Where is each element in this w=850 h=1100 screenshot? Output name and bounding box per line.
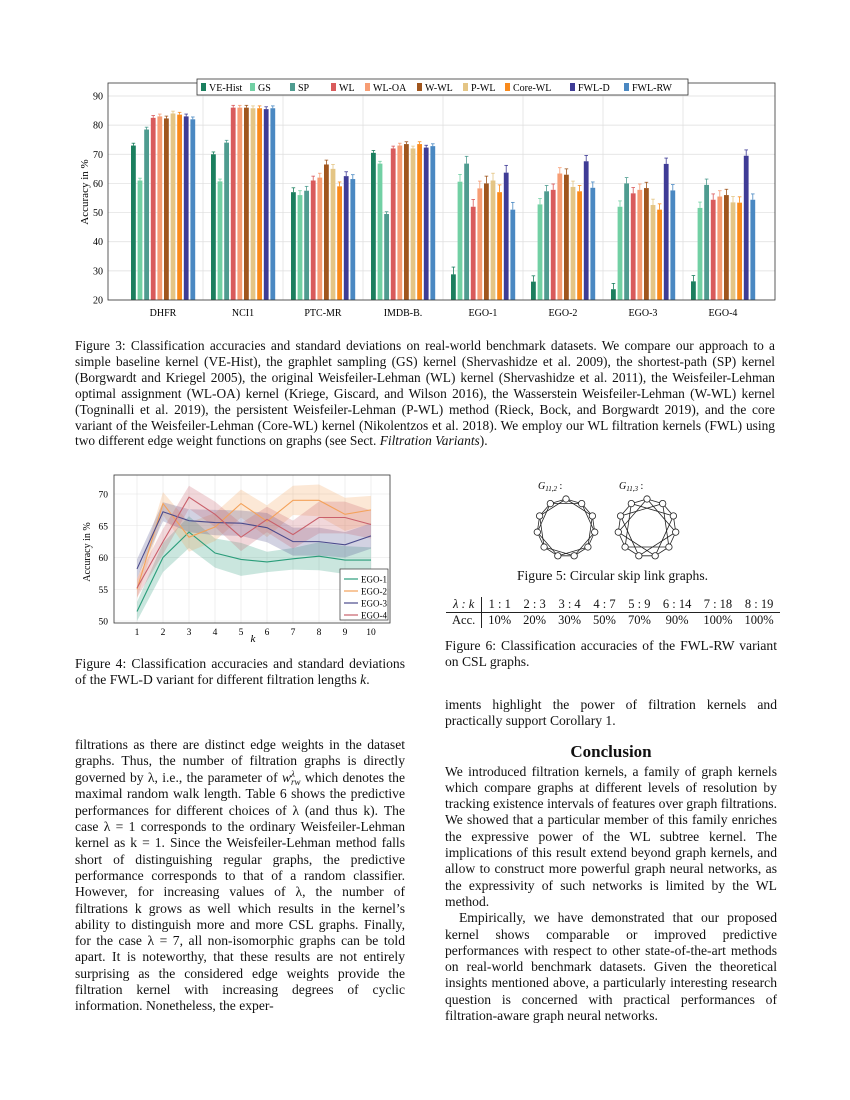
bar-gs	[538, 204, 543, 300]
x-tick-label: 2	[160, 628, 166, 638]
graph-node	[592, 529, 598, 535]
bar-core-wl	[497, 192, 502, 300]
bar-gs	[378, 164, 383, 300]
bar-wl	[631, 193, 636, 300]
bar-fwl-d	[744, 156, 749, 300]
bar-w-wl	[324, 164, 329, 300]
table-cell-ratio: 2 : 3	[523, 597, 546, 611]
bar-sp	[624, 183, 629, 300]
bar-wl-oa	[157, 116, 162, 300]
legend-swatch	[417, 83, 422, 91]
bar-wl-oa	[557, 174, 562, 300]
bar-core-wl	[577, 191, 582, 300]
legend-label: EGO-3	[361, 598, 387, 609]
graph-label: $G_{11,2}$ :	[538, 481, 563, 493]
bar-fwl-d	[344, 176, 349, 300]
bar-gs	[218, 181, 223, 300]
bar-ve-hist	[371, 153, 376, 300]
y-tick-label: 55	[98, 585, 108, 596]
bar-gs	[698, 208, 703, 300]
bar-fwl-rw	[270, 108, 275, 300]
graph-node	[670, 513, 676, 519]
graph-node	[555, 553, 561, 559]
bar-fwl-d	[184, 116, 189, 300]
x-tick-label: 5	[238, 628, 244, 638]
x-tick-label: 4	[212, 628, 218, 638]
table-cell-accuracy: 30%	[558, 613, 582, 627]
x-tick-label: 1	[134, 628, 140, 638]
bar-w-wl	[164, 118, 169, 300]
legend-swatch	[365, 83, 370, 91]
bar-wl	[151, 118, 156, 300]
table-cell-accuracy: 90%	[665, 613, 689, 627]
bar-wl	[391, 148, 396, 300]
figure-3-caption	[75, 338, 775, 449]
y-tick-label: 80	[93, 120, 103, 132]
bar-wl-oa	[717, 197, 722, 300]
x-axis-label: k	[250, 633, 256, 645]
legend-swatch	[570, 83, 575, 91]
graph-node	[666, 544, 672, 550]
bar-wl	[311, 181, 316, 300]
figure-3-bar-chart	[0, 0, 850, 330]
table-cell-accuracy: 50%	[593, 613, 616, 627]
graph-edge	[574, 532, 595, 556]
graph-node	[534, 529, 540, 535]
csl-graph	[534, 481, 598, 559]
bar-fwl-d	[264, 109, 269, 300]
y-tick-label: 20	[93, 295, 103, 307]
bar-core-wl	[337, 186, 342, 300]
bar-wl	[711, 200, 716, 300]
legend-label: W-WL	[425, 83, 453, 94]
figure-6-caption: Figure 6: Classification accuracies of the FWL-RW variant on CSL graphs.	[445, 638, 777, 670]
caption-end: ).	[479, 433, 488, 449]
x-tick-label: NCI1	[231, 308, 255, 319]
legend-swatch	[624, 83, 629, 91]
bar-fwl-rw	[350, 179, 355, 300]
graph-node	[628, 500, 634, 506]
bar-sp	[384, 214, 389, 300]
table-cell-ratio: 5 : 9	[628, 597, 651, 611]
section-heading-conclusion: Conclusion	[570, 741, 652, 761]
bar-core-wl	[417, 144, 422, 300]
bar-fwl-rw	[670, 190, 675, 300]
paragraph-text: filtrations as there are distinct edge weights in the dataset graphs. Thus, the number of filtration graphs is directly governed by λ, i.e., the parameter of	[75, 737, 405, 785]
graph-edge	[537, 532, 558, 556]
bar-wl-oa	[237, 108, 242, 300]
bar-sp	[544, 191, 549, 300]
legend-label: FWL-D	[578, 83, 610, 94]
legend-label: EGO-2	[361, 586, 387, 597]
graph-node	[659, 500, 665, 506]
bar-core-wl	[657, 210, 662, 300]
figure-4-line-chart	[0, 460, 420, 660]
bar-fwl-d	[504, 173, 509, 300]
bar-wl	[551, 190, 556, 300]
legend-label: GS	[258, 83, 271, 94]
bar-sp	[704, 185, 709, 300]
bar-sp	[304, 191, 309, 300]
bar-wl-oa	[477, 188, 482, 300]
legend-swatch	[290, 83, 295, 91]
row-header: λ : k	[446, 597, 482, 613]
graph-node	[622, 544, 628, 550]
table-cell-accuracy: 70%	[627, 613, 651, 627]
x-tick-label: 7	[290, 628, 296, 638]
x-tick-label: EGO-2	[548, 308, 578, 319]
bar-p-wl	[571, 187, 576, 300]
bar-p-wl	[251, 108, 256, 300]
y-axis-label: Accuracy in %	[79, 159, 91, 225]
table-cell-accuracy: 20%	[523, 613, 547, 627]
legend-swatch	[250, 83, 255, 91]
bar-gs	[138, 181, 143, 300]
x-tick-label: 8	[316, 628, 322, 638]
graph-node	[536, 513, 542, 519]
table-row	[446, 597, 780, 613]
bar-ve-hist	[691, 281, 696, 300]
legend-label: EGO-4	[361, 610, 387, 621]
table-cell-ratio: 1 : 1	[488, 597, 511, 611]
conclusion-paragraph-2: Empirically, we have demonstrated that our proposed kernel shows comparable or improved predictive performances with respect to other state-of-the-art methods on real-world benchmark datasets. Given the theoretical insights mentioned above, a particularly interesting research question is concerned with practical performances of filtration-aware graph neural networks.	[445, 910, 777, 1024]
legend-label: VE-Hist	[209, 83, 243, 94]
bar-wl	[231, 108, 236, 300]
x-tick-label: IMDB-B.	[383, 308, 423, 319]
caption-text: Figure 3: Classification accuracies and standard deviations on real-world benchmark datasets. We compare our approach to a simple baseline kernel (VE-Hist), the graphlet sampling (GS) kernel (Shervashidze et al. 2009), the shortest-path (SP) kernel (Borgwardt and Kriegel 2005), the original Weisfeiler-Lehman (WL) kernel (Shervashidze et al. 2011), the Weisfeiler-Lehman optimal assignment (WL-OA) kernel (Kriege, Giscard, and Wilson 2016), the Wasserstein Weisfeiler-Lehman (W-WL) kernel (Togninalli et al. 2019), the persistent Weisfeiler-Lehman (P-WL) method (Rieck, Bock, and Borgwardt 2019), and the core variant of the Weisfeiler-Lehman (Core-WL) kernel (Nikolentzos et al. 2018). We employ our WL filtration kernels (FWL) using two different edge weight functions on graphs (see Sect.	[75, 338, 775, 449]
table-cell-ratio: 8 : 19	[744, 597, 774, 611]
caption-k: k	[360, 672, 367, 688]
conclusion-paragraph-1: We introduced filtration kernels, a family of graph kernels which compare graphs at different levels of resolution by tracking existence intervals of features over graph filtrations. We showed that a particular member of this family enriches the expressive power of the WL subtree kernel. The implications of this result extend beyond graph kernels, and allow to construct more powerful graph neural networks, as the expressivity of such networks is limited by the WL method.	[445, 763, 777, 909]
legend-swatch	[505, 83, 510, 91]
table-cell-ratio: 7 : 18	[703, 597, 733, 611]
bar-core-wl	[177, 115, 182, 300]
legend-label: Core-WL	[513, 83, 552, 94]
bar-fwl-rw	[430, 146, 435, 300]
bar-ve-hist	[451, 274, 456, 300]
bar-fwl-d	[584, 161, 589, 300]
y-tick-label: 70	[93, 149, 103, 161]
bar-w-wl	[644, 188, 649, 300]
y-tick-label: 30	[93, 266, 103, 278]
right-column	[445, 697, 777, 1024]
table-cell-ratio: 3 : 4	[558, 597, 581, 611]
bar-gs	[618, 207, 623, 300]
bar-w-wl	[564, 175, 569, 300]
graph-node	[617, 513, 623, 519]
y-tick-label: 60	[98, 554, 108, 564]
bar-wl-oa	[397, 146, 402, 300]
table-row	[446, 613, 780, 629]
bar-fwl-rw	[190, 119, 195, 300]
bar-fwl-d	[424, 148, 429, 300]
legend-label: P-WL	[471, 83, 496, 94]
bar-w-wl	[484, 183, 489, 300]
bar-sp	[144, 130, 149, 300]
bar-sp	[464, 164, 469, 300]
figure-6-table	[446, 597, 780, 628]
bar-ve-hist	[611, 289, 616, 300]
bar-ve-hist	[531, 282, 536, 300]
legend-swatch	[463, 83, 468, 91]
table-cell-ratio: 6 : 14	[662, 597, 692, 611]
bar-fwl-rw	[510, 210, 515, 300]
y-tick-label: 90	[93, 91, 103, 103]
x-tick-label: EGO-3	[628, 308, 658, 319]
math-w: w	[281, 769, 292, 785]
legend-label: WL	[339, 83, 355, 94]
graph-node	[673, 529, 679, 535]
figure-5-csl-graphs	[500, 475, 720, 565]
y-axis-label: Accuracy in %	[82, 522, 93, 582]
bar-fwl-rw	[750, 200, 755, 300]
bar-sp	[224, 143, 229, 300]
x-tick-label: EGO-4	[708, 308, 738, 319]
graph-node	[547, 500, 553, 506]
bar-ve-hist	[131, 146, 136, 300]
math-sup: λ	[291, 769, 295, 780]
graph-node	[541, 544, 547, 550]
graph-node	[585, 544, 591, 550]
bar-fwl-d	[664, 164, 669, 300]
y-tick-label: 50	[98, 617, 108, 628]
x-tick-label: EGO-1	[468, 308, 498, 319]
caption-text: Figure 4: Classification accuracies and standard deviations of the FWL-D variant for different filtration lengths	[75, 656, 405, 688]
graph-node	[636, 553, 642, 559]
table-cell-accuracy: 10%	[488, 613, 512, 627]
bar-gs	[298, 195, 303, 300]
graph-node	[563, 496, 569, 502]
bar-core-wl	[257, 108, 262, 300]
bar-core-wl	[737, 203, 742, 300]
legend-label: WL-OA	[373, 83, 407, 94]
bar-p-wl	[731, 202, 736, 300]
math-sub: rw	[291, 777, 301, 788]
bar-p-wl	[411, 148, 416, 300]
x-tick-label: 10	[366, 628, 376, 638]
bar-wl-oa	[637, 190, 642, 300]
legend	[340, 569, 388, 621]
caption-end: .	[366, 672, 370, 688]
figure-4-caption	[75, 656, 405, 689]
csl-graph	[615, 481, 679, 559]
figure-5-caption: Figure 5: Circular skip link graphs.	[516, 568, 709, 583]
bar-w-wl	[404, 144, 409, 300]
legend-label: FWL-RW	[632, 83, 672, 94]
bar-wl-oa	[317, 178, 322, 300]
y-tick-label: 65	[98, 522, 108, 533]
bar-w-wl	[724, 195, 729, 300]
bar-ve-hist	[211, 154, 216, 300]
legend-label: SP	[298, 83, 310, 94]
x-tick-label: 3	[186, 628, 192, 638]
bar-p-wl	[651, 205, 656, 300]
paragraph-text: which denotes the maximal random walk length. Table 6 shows the predictive performances for different choices of λ (and thus k). The case λ = 1 corresponds to the ordinary Weisfeiler-Lehman kernel as k = 1. Since the Weisfeiler-Lehman method falls short of distinguishing regular graphs, the predictive performance corresponds to that of a random classifier. However, for increasing values of λ, the number of filtrations k grows as well which results in the kernel’s ability to distinguish more and more CSL graphs. Finally, for the case λ = 7, all non-isomorphic graphs can be told apart. It is noteworthy, that these results are not entirely surprising as the considered edge weights provide the filtration kernel with increasing degrees of cyclic information. Nonetheless, the exper-	[75, 769, 405, 1014]
graph-node	[571, 553, 577, 559]
table-cell-ratio: 4 : 7	[593, 597, 616, 611]
body-paragraph-left	[75, 737, 405, 1015]
legend-swatch	[201, 83, 206, 91]
bar-p-wl	[491, 181, 496, 300]
graph-node	[589, 513, 595, 519]
x-tick-label: 6	[264, 628, 270, 638]
caption-italic: Filtration Variants	[379, 433, 480, 449]
y-tick-label: 40	[93, 237, 103, 249]
graph-label: $G_{11,3}$ :	[619, 481, 644, 493]
bar-gs	[458, 182, 463, 300]
bar-p-wl	[171, 113, 176, 300]
legend-label: EGO-1	[361, 574, 387, 585]
graph-node	[644, 496, 650, 502]
legend	[197, 79, 688, 95]
x-tick-label: DHFR	[149, 308, 177, 319]
table-cell-accuracy: 100%	[744, 613, 774, 627]
bar-w-wl	[244, 108, 249, 300]
graph-node	[578, 500, 584, 506]
bar-p-wl	[331, 169, 336, 300]
row-header: Acc.	[446, 613, 482, 629]
x-tick-label: 9	[342, 628, 348, 638]
table-cell-accuracy: 100%	[703, 613, 733, 627]
y-tick-label: 70	[98, 490, 108, 501]
paragraph-continuation: iments highlight the power of filtration kernels and practically support Corollary 1.	[445, 697, 777, 729]
graph-node	[652, 553, 658, 559]
y-tick-label: 50	[93, 208, 103, 220]
x-tick-label: PTC-MR	[304, 308, 342, 319]
bar-wl	[471, 207, 476, 300]
legend-swatch	[331, 83, 336, 91]
bar-ve-hist	[291, 192, 296, 300]
bar-fwl-rw	[590, 188, 595, 300]
graph-node	[615, 529, 621, 535]
y-tick-label: 60	[93, 178, 103, 190]
